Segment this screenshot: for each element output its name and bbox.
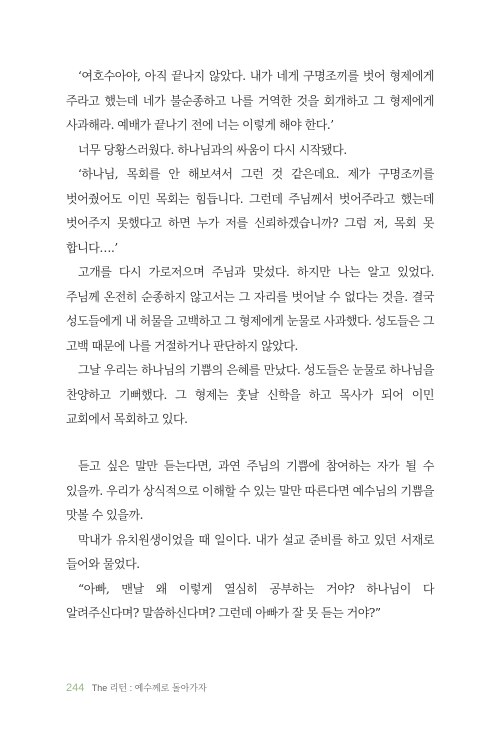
page-footer [66,681,207,694]
paragraph: ‘여호수아야, 아직 끝나지 않았다. 내가 네게 구명조끼를 벗어 형제에게 주라고 했는데 네가 불순종하고 나를 거역한 것을 회개하고 그 형제에게 사과해라. 예배가 끝나기 전에 너는 이렇게 해야 한다.’ [66,69,434,132]
paragraph: 너무 당황스러웠다. 하나님과의 싸움이 다시 시작됐다. [78,142,347,157]
paragraph: 듣고 싶은 말만 듣는다면, 과연 주님의 기쁨에 참여하는 자가 될 수 있을까. 우리가 상식적으로 이해할 수 있는 말만 따른다면 예수님의 기쁨을 맛볼 수 있을까. [66,459,434,522]
paragraph: 그날 우리는 하나님의 기쁨의 은혜를 만났다. 성도들은 눈물로 하나님을 찬양하고 기뻐했다. 그 형제는 훗날 신학을 하고 목사가 되어 이민 교회에서 목회하고 있다. [66,363,434,426]
paragraph: 고개를 다시 가로저으며 주님과 맞섰다. 하지만 나는 알고 있었다. 주님께 온전히 순종하지 않고서는 그 자리를 벗어날 수 없다는 것을. 결국 성도들에게 내 허물을 고백하고 그 형제에게 눈물로 사과했다. 성도들은 그 고백 때문에 나를 거절하거나 판단하지 않았다. [66,265,434,353]
paragraph: “아빠, 맨날 왜 이렇게 열심히 공부하는 거야? 하나님이 다 알려주신다며? 말씀하신다며? 그런데 아빠가 잘 못 듣는 거야?” [66,581,434,620]
paragraph: ‘하나님, 목회를 안 해보셔서 그런 것 같은데요. 제가 구명조끼를 벗어줬어도 이민 목회는 힘듭니다. 그런데 주님께서 벗어주라고 했는데 벗어주지 못했다고 하면 누가 저를 신뢰하겠습니까? 그럼 저, 목회 못 합니다….’ [66,167,434,255]
text-section-1 [66,64,434,432]
running-title: The 리턴 : 예수께로 돌아가자 [91,683,207,693]
page-number: 244 [66,682,85,694]
paragraph: 막내가 유치원생이었을 때 일이다. 내가 설교 준비를 하고 있던 서재로 들어와 물었다. [66,532,434,571]
text-section-2 [66,454,434,626]
